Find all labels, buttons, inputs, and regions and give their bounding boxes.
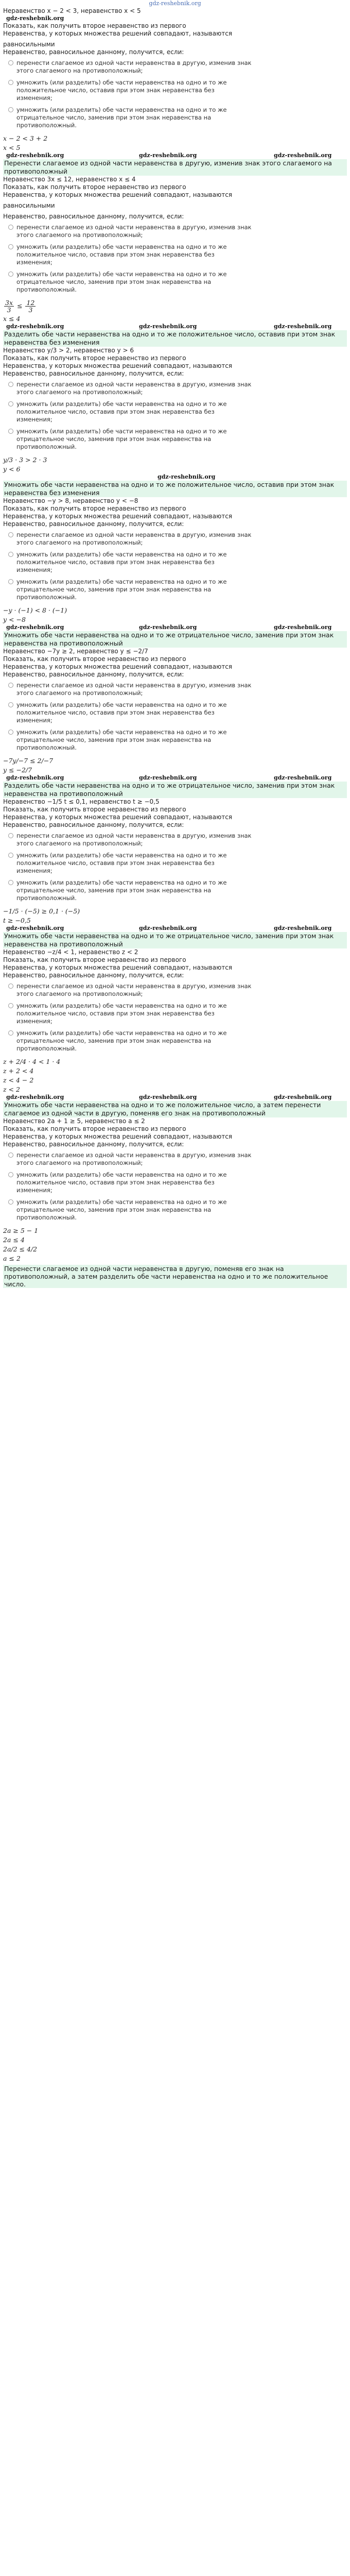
problem-statement: Неравенство −1/5 t ≤ 0,1, неравенство t ≥ −0,5 [3, 798, 160, 805]
solution-document [0, 7, 350, 1288]
radio-button[interactable] [8, 382, 13, 387]
radio-button[interactable] [8, 225, 13, 230]
watermark: gdz-reshebnik.org [139, 152, 197, 159]
math-result: x ≤ 4 [3, 315, 21, 323]
options-group [3, 1151, 347, 1222]
math-step: 2a ≤ 4 [3, 1236, 25, 1244]
watermark: gdz-reshebnik.org [139, 624, 197, 631]
section-5 [3, 631, 347, 782]
math-result: z < 2 [3, 1086, 20, 1093]
math-result: y < −8 [3, 616, 26, 623]
task-line: Показать, как получить второе неравенство из первого [3, 22, 186, 29]
radio-button[interactable] [8, 272, 13, 277]
task-line: Показать, как получить второе неравенство из первого [3, 655, 186, 663]
section-4 [3, 481, 347, 631]
problem-statement: Неравенство 3x ≤ 12, неравенство x ≤ 4 [3, 176, 136, 183]
rule-intro: Неравенство, равносильное данному, получится, если: [3, 1141, 184, 1148]
options-group [3, 832, 347, 902]
option-transfer[interactable]: перенести слагаемое из одной части неравенства в другую, изменив знак этого слагаемого на противоположный; [3, 531, 347, 547]
radio-button[interactable] [8, 730, 13, 735]
definition-text: Неравенства, у которых множества решений совпадают, называются [3, 191, 233, 198]
math-step: z < 4 − 2 [3, 1076, 34, 1084]
option-transfer[interactable]: перенести слагаемое из одной части неравенства в другую, изменив знак этого слагаемого на противоположный; [3, 682, 347, 697]
definition-word: равносильными [3, 202, 55, 209]
radio-button[interactable] [8, 833, 13, 838]
rule-intro: Неравенство, равносильное данному, получится, если: [3, 671, 184, 678]
definition-word: равносильными [3, 41, 55, 48]
section-1 [3, 7, 347, 159]
correct-answer-heading: Перенести слагаемое из одной части неравенства в другую, поменяв его знак на противоположный, а затем разделить обе части неравенства на одно и то же положительное число. [3, 1265, 347, 1288]
option-transfer[interactable]: перенести слагаемое из одной части неравенства в другую, изменив знак этого слагаемого на противоположный; [3, 832, 347, 848]
definition-text: Неравенства, у которых множества решений совпадают, называются [3, 30, 233, 37]
problem-statement: Неравенство −z/4 < 1, неравенство z < 2 [3, 948, 138, 956]
watermark: gdz-reshebnik.org [274, 774, 332, 781]
rule-intro: Неравенство, равносильное данному, получится, если: [3, 821, 184, 828]
section-3 [3, 330, 347, 481]
radio-button[interactable] [8, 1153, 13, 1158]
radio-button[interactable] [8, 702, 13, 707]
radio-button[interactable] [8, 984, 13, 989]
option-multiply-negative[interactable]: умножить (или разделить) обе части неравенства на одно и то же отрицательное число, заменив при этом знак неравенства на противоположный. [3, 106, 347, 129]
watermark: gdz-reshebnik.org [6, 624, 64, 631]
radio-button[interactable] [8, 1172, 13, 1177]
options-group [3, 224, 347, 294]
task-line: Показать, как получить второе неравенство из первого [3, 354, 186, 362]
option-transfer[interactable]: перенести слагаемое из одной части неравенства в другую, изменив знак этого слагаемого на противоположный; [3, 1151, 347, 1167]
option-multiply-positive[interactable]: умножить (или разделить) обе части неравенства на одно и то же положительное число, оставив при этом знак неравенства без изменения; [3, 1171, 347, 1194]
fraction: $\frac{12}{3}$ [26, 299, 35, 314]
math-result: t ≥ −0,5 [3, 917, 31, 924]
radio-button[interactable] [8, 107, 13, 112]
definition-text: Неравенства, у которых множества решений совпадают, называются [3, 964, 233, 971]
option-multiply-negative[interactable]: умножить (или разделить) обе части неравенства на одно и то же отрицательное число, заменив при этом знак неравенства на противоположный. [3, 728, 347, 752]
problem-statement: Неравенство y/3 > 2, неравенство y > 6 [3, 347, 134, 354]
radio-button[interactable] [8, 683, 13, 688]
math-step: 2a/2 ≤ 4/2 [3, 1245, 38, 1253]
math-step: −y · (−1) < 8 · (−1) [3, 606, 67, 614]
math-result: y < 6 [3, 465, 21, 473]
definition-text: Неравенства, у которых множества решений совпадают, называются [3, 362, 233, 369]
option-multiply-negative[interactable]: умножить (или разделить) обе части неравенства на одно и то же отрицательное число, заменив при этом знак неравенства на противоположный. [3, 1198, 347, 1222]
definition-text: Неравенства, у которых множества решений совпадают, называются [3, 1133, 233, 1140]
watermark: gdz-reshebnik.org [139, 774, 197, 781]
math-step: z + 2 < 4 [3, 1067, 34, 1075]
radio-button[interactable] [8, 401, 13, 406]
math-step: 2a ≥ 5 − 1 [3, 1227, 39, 1234]
math-result: x < 5 [3, 144, 21, 151]
correct-answer-heading: Умножить обе части неравенства на одно и то же положительное число, оставив при этом знак неравенства без изменения [3, 481, 347, 497]
correct-answer-heading: Перенести слагаемое из одной части неравенства в другую, изменив знак этого слагаемого на противоположный [3, 159, 347, 176]
watermark: gdz-reshebnik.org [139, 1094, 197, 1100]
radio-button[interactable] [8, 1003, 13, 1008]
options-group [3, 982, 347, 1053]
option-multiply-positive[interactable]: умножить (или разделить) обе части неравенства на одно и то же положительное число, оставив при этом знак неравенства без изменения; [3, 551, 347, 574]
section-7 [3, 932, 347, 1101]
option-transfer[interactable]: перенести слагаемое из одной части неравенства в другую, изменив знак этого слагаемого на противоположный; [3, 982, 347, 998]
definition-text: Неравенства, у которых множества решений совпадают, называются [3, 814, 233, 821]
watermark: gdz-reshebnik.org [6, 774, 64, 781]
options-group [3, 531, 347, 601]
math-step: −7y/−7 ≤ 2/−7 [3, 757, 54, 765]
watermark: gdz-reshebnik.org [274, 925, 332, 931]
option-multiply-negative[interactable]: умножить (или разделить) обе части неравенства на одно и то же отрицательное число, заменив при этом знак неравенства на противоположный. [3, 428, 347, 451]
option-multiply-positive[interactable]: умножить (или разделить) обе части неравенства на одно и то же положительное число, оставив при этом знак неравенства без изменения; [3, 852, 347, 875]
math-step: y/3 · 3 > 2 · 3 [3, 456, 47, 464]
correct-answer-heading: Умножить обе части неравенства на одно и то же отрицательное число, заменив при этом знак неравенства на противоположный [3, 932, 347, 948]
problem-statement: Неравенство 2a + 1 ≥ 5, неравенство a ≤ 2 [3, 1117, 145, 1125]
correct-answer-heading: Умножить обе части неравенства на одно и то же положительное число, а затем перенести слагаемое из одной части в другую, поменяв его знак на противоположный [3, 1101, 347, 1117]
section-8 [3, 1101, 347, 1288]
options-group [3, 682, 347, 752]
radio-button[interactable] [8, 244, 13, 249]
radio-button[interactable] [8, 579, 13, 584]
task-line: Показать, как получить второе неравенство из первого [3, 1125, 186, 1132]
radio-button[interactable] [8, 853, 13, 858]
task-line: Показать, как получить второе неравенство из первого [3, 505, 186, 512]
section-2 [3, 159, 347, 330]
correct-answer-heading: Умножить обе части неравенства на одно и то же отрицательное число, заменив при этом знак неравенства на противоположный [3, 631, 347, 648]
watermark: gdz-reshebnik.org [157, 473, 216, 480]
watermark: gdz-reshebnik.org [6, 1094, 64, 1100]
watermark: gdz-reshebnik.org [6, 152, 64, 159]
radio-button[interactable] [8, 1030, 13, 1036]
watermark: gdz-reshebnik.org [274, 1094, 332, 1100]
rule-intro: Неравенство, равносильное данному, получится, если: [3, 972, 184, 979]
math-step: x − 2 < 3 + 2 [3, 134, 48, 142]
option-multiply-negative[interactable]: умножить (или разделить) обе части неравенства на одно и то же отрицательное число, заменив при этом знак неравенства на противоположный. [3, 1029, 347, 1053]
rule-intro: Неравенство, равносильное данному, получится, если: [3, 520, 184, 528]
task-line: Показать, как получить второе неравенство из первого [3, 806, 186, 813]
fraction: $\frac{3x}{3}$ [5, 299, 13, 314]
watermark: gdz-reshebnik.org [6, 15, 64, 22]
correct-answer-heading: Разделить обе части неравенства на одно и то же отрицательное число, заменив при этом знак неравенства на противоположный [3, 782, 347, 798]
watermark: gdz-reshebnik.org [139, 323, 197, 330]
option-multiply-positive[interactable]: умножить (или разделить) обе части неравенства на одно и то же положительное число, оставив при этом знак неравенства без изменения; [3, 701, 347, 724]
radio-button[interactable] [8, 429, 13, 434]
options-group [3, 59, 347, 129]
problem-statement: Неравенство −7y ≥ 2, неравенство y ≤ −2/7 [3, 648, 148, 655]
radio-button[interactable] [8, 880, 13, 885]
option-multiply-negative[interactable]: умножить (или разделить) обе части неравенства на одно и то же отрицательное число, заменив при этом знак неравенства на противоположный. [3, 879, 347, 902]
task-line: Показать, как получить второе неравенство из первого [3, 956, 186, 963]
options-group [3, 381, 347, 451]
section-6 [3, 782, 347, 932]
radio-button[interactable] [8, 1199, 13, 1205]
option-transfer[interactable]: перенести слагаемое из одной части неравенства в другую, изменив знак этого слагаемого на противоположный; [3, 381, 347, 396]
task-line: Показать, как получить второе неравенство из первого [3, 183, 186, 191]
option-multiply-negative[interactable]: умножить (или разделить) обе части неравенства на одно и то же отрицательное число, заменив при этом знак неравенства на противоположный. [3, 578, 347, 601]
rule-intro: Неравенство, равносильное данному, получится, если: [3, 370, 184, 377]
watermark: gdz-reshebnik.org [6, 323, 64, 330]
radio-button[interactable] [8, 60, 13, 65]
site-banner[interactable]: gdz-reshebnik.org [149, 0, 201, 7]
option-multiply-negative[interactable]: умножить (или разделить) обе части неравенства на одно и то же отрицательное число, заменив при этом знак неравенства на противоположный. [3, 270, 347, 294]
watermark: gdz-reshebnik.org [6, 925, 64, 931]
correct-answer-heading: Разделить обе части неравенства на одно и то же положительное число, оставив при этом знак неравенства без изменения [3, 330, 347, 347]
math-step: −1/5 · (−5) ≥ 0,1 · (−5) [3, 907, 80, 915]
radio-button[interactable] [8, 532, 13, 537]
watermark: gdz-reshebnik.org [139, 925, 197, 931]
radio-button[interactable] [8, 80, 13, 85]
option-transfer[interactable]: перенести слагаемое из одной части неравенства в другую, изменив знак этого слагаемого на противоположный; [3, 224, 347, 239]
watermark: gdz-reshebnik.org [274, 152, 332, 159]
math-result: y ≤ −2/7 [3, 766, 32, 774]
watermark: gdz-reshebnik.org [274, 624, 332, 631]
radio-button[interactable] [8, 552, 13, 557]
rule-intro: Неравенство, равносильное данному, получится, если: [3, 48, 184, 56]
definition-text: Неравенства, у которых множества решений совпадают, называются [3, 513, 233, 520]
math-step: z + 2/4 · 4 < 1 · 4 [3, 1058, 61, 1065]
rule-intro: Неравенство, равносильное данному, получится, если: [3, 213, 184, 220]
math-result: a ≤ 2 [3, 1255, 21, 1262]
problem-statement: Неравенство x − 2 < 3, неравенство x < 5 [3, 7, 141, 14]
option-multiply-positive[interactable]: умножить (или разделить) обе части неравенства на одно и то же положительное число, оставив при этом знак неравенства без изменения; [3, 1002, 347, 1025]
math-step: $\frac{3x}{3}$ ≤ $\frac{12}{3}$ [5, 299, 35, 314]
option-transfer[interactable]: перенести слагаемое из одной части неравенства в другую, изменив знак этого слагаемого на противоположный; [3, 59, 347, 75]
option-multiply-positive[interactable]: умножить (или разделить) обе части неравенства на одно и то же положительное число, оставив при этом знак неравенства без изменения; [3, 243, 347, 266]
definition-text: Неравенства, у которых множества решений совпадают, называются [3, 663, 233, 670]
problem-statement: Неравенство −y > 8, неравенство y < −8 [3, 497, 138, 504]
option-multiply-positive[interactable]: умножить (или разделить) обе части неравенства на одно и то же положительное число, оставив при этом знак неравенства без изменения; [3, 400, 347, 423]
watermark: gdz-reshebnik.org [274, 323, 332, 330]
option-multiply-positive[interactable]: умножить (или разделить) обе части неравенства на одно и то же положительное число, оставив при этом знак неравенства без изменения; [3, 79, 347, 102]
